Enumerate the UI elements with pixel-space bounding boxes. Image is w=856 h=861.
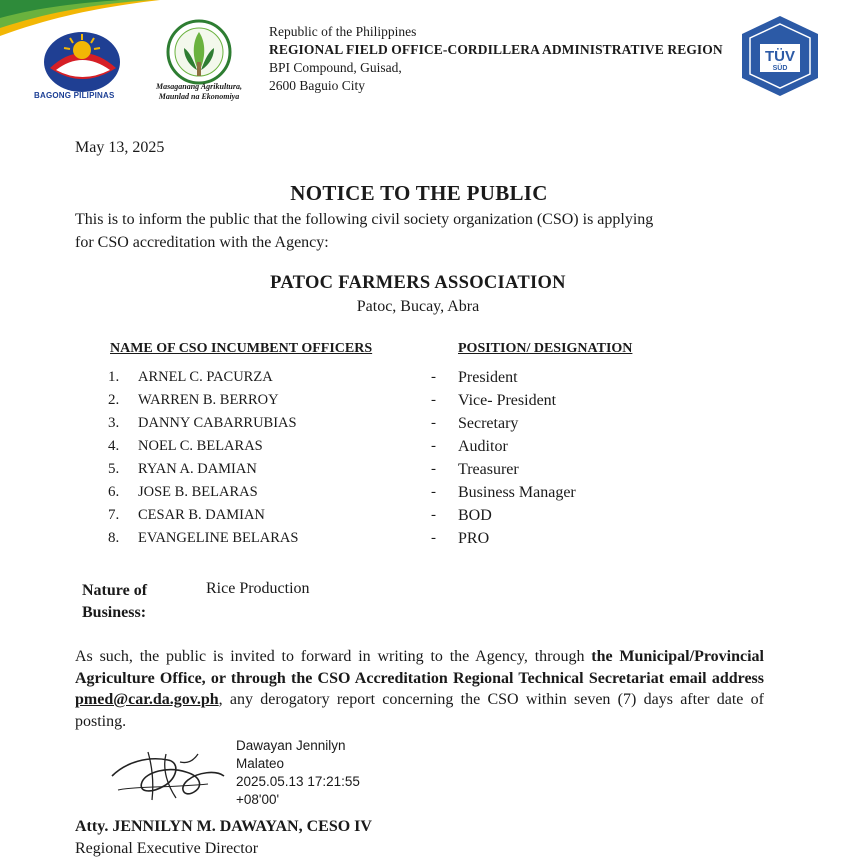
- intro-line-2: for CSO accreditation with the Agency:: [75, 234, 329, 251]
- closing-text-2: , any derogatory report concerning the CSO within seven (7) days after date of posting.: [75, 691, 764, 730]
- nature-of-business-value: Rice Production: [206, 580, 310, 597]
- officer-name: EVANGELINE BELARAS: [138, 530, 299, 546]
- officer-row: [0, 392, 856, 415]
- agriculture-caption-line2: Maunlad na Ekonomiya: [158, 92, 240, 101]
- officer-number: 1.: [108, 369, 120, 385]
- nob-label-line1: Nature of: [82, 582, 148, 599]
- officer-row: [0, 369, 856, 392]
- officer-position: Treasurer: [458, 461, 519, 478]
- officer-row: [0, 461, 856, 484]
- nature-of-business-label: [82, 580, 147, 624]
- officer-name: WARREN B. BERROY: [138, 392, 279, 408]
- officer-dash: -: [431, 461, 436, 477]
- handwritten-signature-icon: [108, 742, 228, 806]
- bagong-pilipinas-caption: BAGONG PILIPINAS: [34, 91, 115, 100]
- signature-line-1: Dawayan Jennilyn: [236, 738, 346, 753]
- officer-name: ARNEL C. PACURZA: [138, 369, 273, 385]
- officer-row: [0, 530, 856, 553]
- signature-timezone: +08'00': [236, 792, 280, 807]
- agriculture-caption-line1: Masaganang Agrikultura,: [156, 82, 242, 91]
- officer-dash: -: [431, 507, 436, 523]
- officer-number: 3.: [108, 415, 120, 431]
- closing-paragraph: [75, 646, 764, 732]
- officer-name: JOSE B. BELARAS: [138, 484, 258, 500]
- officer-row: [0, 415, 856, 438]
- officer-number: 2.: [108, 392, 120, 408]
- officer-number: 8.: [108, 530, 120, 546]
- letterhead: [269, 23, 723, 95]
- officer-dash: -: [431, 484, 436, 500]
- signer-title: Regional Executive Director: [75, 840, 259, 857]
- organization-name: PATOC FARMERS ASSOCIATION: [270, 273, 566, 293]
- tuv-sud-certification-logo-icon: [738, 14, 822, 98]
- officer-number: 7.: [108, 507, 120, 523]
- organization-address: Patoc, Bucay, Abra: [356, 298, 480, 315]
- officer-row: [0, 507, 856, 530]
- email-link[interactable]: pmed@car.da.gov.ph: [75, 691, 219, 708]
- officers-list: [0, 369, 856, 553]
- notice-date: May 13, 2025: [75, 139, 165, 156]
- notice-intro: [75, 208, 775, 254]
- signature-line-2: Malateo: [236, 756, 285, 771]
- tuv-logo-text: TÜV: [765, 48, 795, 65]
- officer-row: [0, 484, 856, 507]
- officer-number: 5.: [108, 461, 120, 477]
- officer-position: BOD: [458, 507, 492, 524]
- officer-name: RYAN A. DAMIAN: [138, 461, 257, 477]
- officer-position: PRO: [458, 530, 490, 547]
- closing-text-1: As such, the public is invited to forward in writing to the Agency, through: [75, 648, 592, 665]
- signer-name: Atty. JENNILYN M. DAWAYAN, CESO IV: [75, 818, 372, 835]
- officer-name: NOEL C. BELARAS: [138, 438, 263, 454]
- officer-position: Business Manager: [458, 484, 576, 501]
- officers-column-header: NAME OF CSO INCUMBENT OFFICERS: [110, 341, 373, 356]
- officer-dash: -: [431, 530, 436, 546]
- closing-bold-text: the Municipal/Provincial Agriculture Office, or through the CSO Accreditation Regional Technical Secretariat email address: [75, 648, 764, 687]
- officer-position: Vice- President: [458, 392, 557, 409]
- officer-dash: -: [431, 369, 436, 385]
- intro-line-1: This is to inform the public that the following civil society organization (CSO) is applying: [75, 211, 654, 228]
- signature-timestamp: 2025.05.13 17:21:55: [236, 774, 360, 789]
- officer-position: Secretary: [458, 415, 519, 432]
- officer-dash: -: [431, 438, 436, 454]
- letterhead-address-2: 2600 Baguio City: [269, 78, 366, 93]
- letterhead-office: REGIONAL FIELD OFFICE-CORDILLERA ADMINISTRATIVE REGION: [269, 42, 723, 57]
- officer-name: CESAR B. DAMIAN: [138, 507, 265, 523]
- nob-label-line2: Business:: [82, 604, 147, 621]
- digital-signature-block: [236, 737, 360, 809]
- officer-number: 4.: [108, 438, 120, 454]
- officer-dash: -: [431, 392, 436, 408]
- officer-name: DANNY CABARRUBIAS: [138, 415, 297, 431]
- bagong-pilipinas-logo-icon: [36, 28, 128, 100]
- officer-dash: -: [431, 415, 436, 431]
- officer-position: Auditor: [458, 438, 508, 455]
- department-of-agriculture-logo-icon: [162, 18, 236, 90]
- tuv-logo-subtext: SÜD: [772, 65, 788, 72]
- officer-row: [0, 438, 856, 461]
- position-column-header: POSITION/ DESIGNATION: [458, 341, 633, 356]
- agriculture-logo-caption: [140, 82, 258, 102]
- officer-position: President: [458, 369, 518, 386]
- letterhead-address-1: BPI Compound, Guisad,: [269, 60, 402, 75]
- notice-title: NOTICE TO THE PUBLIC: [290, 181, 548, 205]
- officer-number: 6.: [108, 484, 120, 500]
- letterhead-republic: Republic of the Philippines: [269, 24, 417, 39]
